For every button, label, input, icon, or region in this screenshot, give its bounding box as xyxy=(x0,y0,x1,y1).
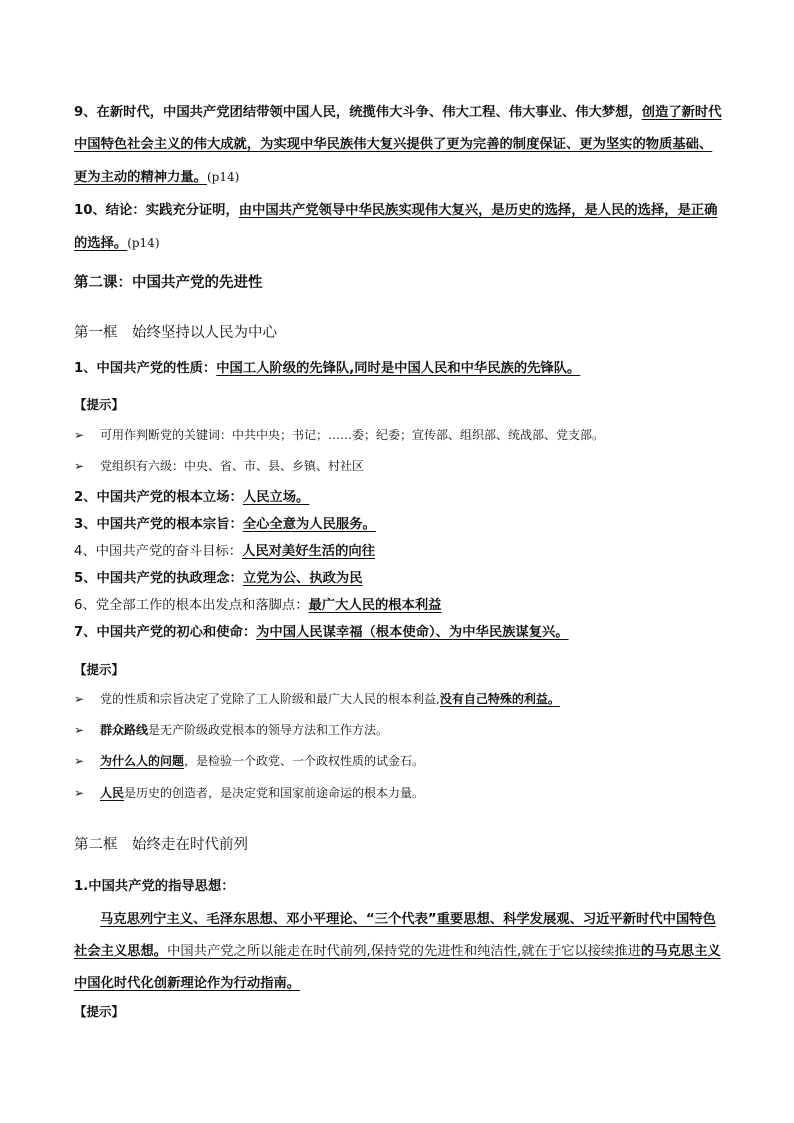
frame-1-item-5: 5、中国共产党的执政理念：立党为公、执政为民 xyxy=(74,571,363,586)
arrow-bullet-icon: ➢ xyxy=(74,459,85,473)
arrow-bullet-icon: ➢ xyxy=(74,428,85,442)
item-9-lead: 9、在新时代，中国共产党团结带领中国人民，统揽伟大斗争、伟大工程、伟大事业、伟大梦想， xyxy=(74,105,642,120)
arrow-bullet-icon: ➢ xyxy=(74,754,85,768)
frame-2-item-1-label: 1.中国共产党的指导思想： xyxy=(74,879,235,894)
arrow-bullet-icon: ➢ xyxy=(74,723,85,737)
item-value: 中国工人阶级的先锋队,同时是中国人民和中华民族的先锋队。 xyxy=(216,361,581,376)
item-10 xyxy=(74,195,724,260)
tip-1-item: ➢ 可用作判断党的关键词：中共中央；书记；……委；纪委；宣传部、组织部、统战部、党支部。 xyxy=(74,422,724,448)
frame-1-title: 第一框 始终坚持以人民为中心 xyxy=(74,325,277,341)
tip-2-item: ➢ 为什么人的问题，是检验一个政党、一个政权性质的试金石。 xyxy=(74,748,724,774)
item-10-ref: (p14) xyxy=(127,236,160,250)
tip-label-2: 【提示】 xyxy=(74,662,125,677)
tip-2-item: ➢ 人民是历史的创造者，是决定党和国家前途命运的根本力量。 xyxy=(74,780,724,806)
frame-1-item-2: 2、中国共产党的根本立场：人民立场。 xyxy=(74,490,310,505)
item-10-lead: 10、结论：实践充分证明， xyxy=(74,203,239,218)
frame-1-item-4: 4、中国共产党的奋斗目标：人民对美好生活的向往 xyxy=(74,544,375,559)
item-9 xyxy=(74,97,724,194)
item-9-ref: (p14) xyxy=(206,170,240,184)
arrow-bullet-icon: ➢ xyxy=(74,786,85,800)
frame-1-item-1 xyxy=(74,354,724,384)
frame-1-item-7: 7、中国共产党的初心和使命：为中国人民谋幸福（根本使命）、为中华民族谋复兴。 xyxy=(74,625,569,640)
tip-2-item: ➢ 群众路线是无产阶级政党根本的领导方法和工作方法。 xyxy=(74,717,724,743)
lesson-title: 第二课：中国共产党的先进性 xyxy=(74,275,263,291)
tip-label-1: 【提示】 xyxy=(74,397,125,412)
frame-1-item-6: 6、党全部工作的根本出发点和落脚点：最广大人民的根本利益 xyxy=(74,598,442,613)
item-label: 1、中国共产党的性质： xyxy=(74,361,217,376)
tip-2-item: ➢ 党的性质和宗旨决定了党除了工人阶级和最广大人民的根本利益,没有自己特殊的利益。 xyxy=(74,686,724,712)
arrow-bullet-icon: ➢ xyxy=(74,692,85,706)
tip-1-item: ➢ 党组织有六级：中央、省、市、县、乡镇、村社区 xyxy=(74,453,724,479)
frame-1-item-3: 3、中国共产党的根本宗旨：全心全意为人民服务。 xyxy=(74,517,376,532)
frame-2-title: 第二框 始终走在时代前列 xyxy=(74,837,248,853)
tip-label-3: 【提示】 xyxy=(74,1004,125,1019)
item-9-key: 创造了新时代中国特色社会主义的伟大成就，为实现中华民族伟大复兴提供了更为完善的制度保证、更为坚实的物质基础、更为主动的精神力量。 xyxy=(74,105,722,185)
frame-2-item-1-body: 马克思列宁主义、毛泽东思想、邓小平理论、“三个代表”重要思想、科学发展观、习近平新时代中国特色社会主义思想。中国共产党之所以能走在时代前列,保持党的先进性和纯洁性,就在于它以接续推进的马克思主义中国化时代化创新理论作为行动指南。 xyxy=(74,912,721,991)
item-10-key: 由中国共产党领导中华民族实现伟大复兴，是历史的选择，是人民的选择，是正确的选择。 xyxy=(74,203,718,251)
